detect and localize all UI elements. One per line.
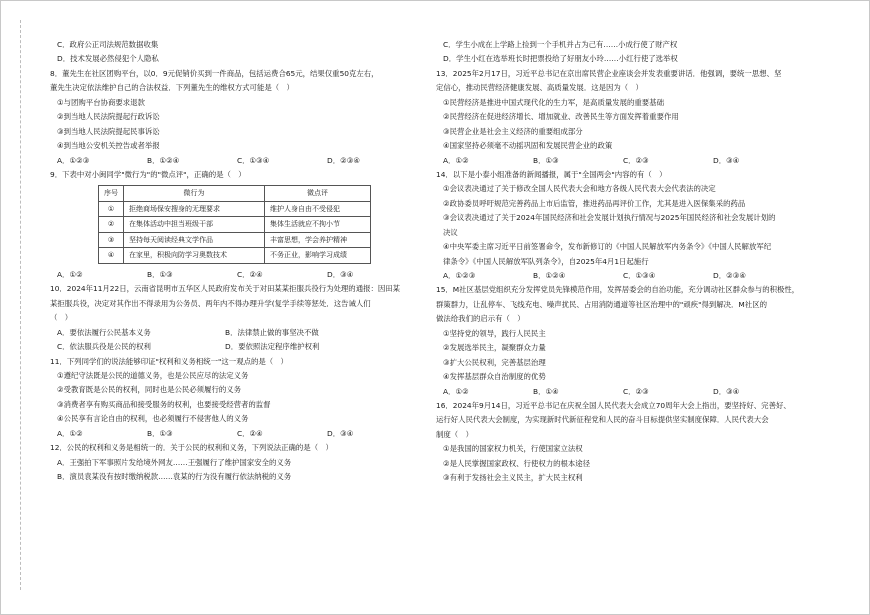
question-8 [50,67,428,168]
option-a: A．①② [57,428,83,438]
option-a: A．①② [443,155,469,165]
option-d: D．②③④ [713,271,746,280]
column-header: 序号 [99,186,124,202]
question-stem: 8．董先生在社区团购平台，以0．9元促销价买到一件商品，包括运费合65元，结果仅重50克左右， [50,68,379,78]
question-10 [50,282,428,354]
table-cell: 不务正业，影响学习成绩 [265,248,371,264]
option-d: D．②③④ [327,155,360,165]
question-stem: 制度（ ） [436,429,473,439]
option-b: B．①②④ [147,155,180,165]
answer-options [50,340,428,354]
behavior-table [98,185,371,264]
option-c: C．②③ [623,386,649,396]
statement-item: ①会议表决通过了关于修改全国人民代表大会和地方各级人民代表大会代表法的决定 [443,184,716,194]
statement-item: 律条令》《中国人民解放军队列条令》，自2025年4月1日起施行 [443,256,649,266]
statement-item: ②政协委员呼吁规范完善药品上市后监管，推进药品再评价工作，尤其是进入医保集采的药品 [443,198,746,208]
statement-item: ①民营经济是推进中国式现代化的生力军，是高质量发展的重要基础 [443,97,664,107]
question-16 [436,399,818,486]
option-b: B．①④ [533,386,559,396]
question-9 [50,168,428,282]
table-row [99,232,371,248]
question-13 [436,67,818,168]
table-cell: 坚持每天阅读经典文学作品 [124,232,265,248]
option-a: A．①② [443,386,469,396]
statement-item: ④到当地公安机关控告或者举报 [57,141,160,151]
statement-item: 决议 [443,227,458,237]
right-column [436,38,818,486]
table-cell: 集体生活就应不拘小节 [265,217,371,233]
column-header: 微行为 [124,186,265,202]
table-cell: ① [99,201,124,217]
answer-options [50,268,428,282]
table-cell: ④ [99,248,124,264]
binding-margin-line [20,20,22,590]
statement-item: ①是我国的国家权力机关，行使国家立法权 [443,444,583,454]
question-stem: 13．2025年2月17日，习近平总书记在京出席民营企业座谈会并发表重要讲话．他强调，要统一思想、坚 [436,68,782,78]
answer-options [50,427,428,441]
option-a: A．要依法履行公民基本义务 [57,327,151,337]
table-row [99,248,371,264]
option-d: D．③④ [713,155,740,165]
table-cell: 在集体活动中担当班级干部 [124,217,265,233]
option-line: B．演员袁某没有按时缴纳税款……袁某的行为没有履行依法纳税的义务 [57,472,292,481]
option-b: B．法律禁止做的事坚决不做 [225,327,319,337]
option-c: C．②③ [623,155,649,165]
statement-item: ②发展选举民主，凝聚群众力量 [443,343,546,353]
question-stem: 做法给我们的启示有（ ） [436,314,525,324]
option-b: B．①③ [533,155,559,165]
question-12 [50,441,428,484]
answer-options [436,385,818,399]
option-b: B．①③ [147,269,173,279]
option-c: C．②④ [237,269,263,279]
question-stem: 10．2024年11月22日，云南省昆明市五华区人民政府发布关于对田某某拒服兵役行为处理的通报：因田某 [50,284,401,294]
left-column [50,38,428,484]
question-stem: 定信心，推动民营经济健康发展、高质量发展．这是因为（ ） [436,83,643,93]
statement-item: ④发挥基层群众自治制度的优势 [443,372,546,382]
option-b: B．①②④ [533,271,566,280]
option-d: D．要依照法定程序维护权利 [225,342,320,352]
table-cell: ③ [99,232,124,248]
statement-item: ④中央军委主席习近平日前签署命令，发布新修订的《中国人民解放军内务条令》《中国人民解放军纪 [443,242,772,252]
statement-item: ①坚持党的领导，践行人民民主 [443,328,546,338]
statement-item: ①遵纪守法既是公民的道德义务，也是公民应尽的法定义务 [57,370,249,380]
option-c: C．①③④ [237,155,270,165]
option-c: C．依法服兵役是公民的权利 [57,342,151,352]
question-stem: 9．下表中对小闽同学"微行为"的"微点评"，正确的是（ ） [50,169,246,179]
statement-item: ④国家坚持必须毫不动摇巩固和发展民营企业的政策 [443,141,613,151]
option-d: D．③④ [713,386,740,396]
statement-item: ②受教育既是公民的权利，同时也是公民必须履行的义务 [57,385,242,395]
answer-options [50,154,428,168]
question-stem: 董先生决定依法维护自己的合法权益．下列董先生的维权方式可能是（ ） [50,83,294,93]
table-cell: 在家里，积极向防学习奥数技术 [124,248,265,264]
statement-item: ③会议表决通过了关于2024年国民经济和社会发展计划执行情况与2025年国民经济和社会发展计划的 [443,213,776,223]
answer-options [436,154,818,168]
statement-item: ①与团购平台协商要求退款 [57,97,145,107]
table-cell: 丰富思想，学会养护精神 [265,232,371,248]
question-14 [436,168,818,284]
statement-item: ③扩大公民权利，完善基层治理 [443,357,546,367]
table-cell: 拒绝商场保安搜身的无理要求 [124,201,265,217]
option-d: D．③④ [327,269,354,279]
question-stem: 15．M社区基层党组织充分发挥党员先锋模范作用，发挥居委会的自治功能，充分调动社区群众参与的积极性， [436,285,800,295]
statement-item: ④公民享有言论自由的权利，也必须履行不侵害他人的义务 [57,414,249,424]
question-stem: （ ） [50,313,73,323]
table-cell: 维护人身自由不受侵犯 [265,201,371,217]
option-line: D．学生小红在选举班长时把票投给了好朋友小玲……小红行使了选举权 [443,54,678,64]
question-stem: 某拒服兵役，决定对其作出不得录用为公务员、两年内不得办理升学(复学手续等惩处．这告诫人们 [50,298,371,308]
statement-item: ②是人民掌握国家政权、行使权力的根本途径 [443,458,591,468]
statement-item: ③民营企业是社会主义经济的重要组成部分 [443,126,583,136]
table-row [99,217,371,233]
option-c: C．②④ [237,428,263,438]
option-d: D．③④ [327,428,354,438]
statement-item: ③消费者享有购买商品和接受服务的权利，也要接受经营者的监督 [57,399,271,409]
option-line: C．政府公正司法规范数据收集 [57,40,159,49]
option-line: D．技术发展必然侵犯个人隐私 [57,54,159,64]
table-cell: ② [99,217,124,233]
question-stem: 14．以下是小泰小组准备的新闻播报，属于"全国两会"内容的有（ ） [436,169,667,179]
table-row [99,201,371,217]
column-header: 微点评 [265,186,371,202]
option-line: A．王强拍下军事照片发给境外网友……王强履行了维护国家安全的义务 [57,457,292,467]
option-a: A．①②③ [443,271,476,280]
question-stem: 16．2024年9月14日，习近平总书记在庆祝全国人民代表大会成立70周年大会上指出，要坚持好、完善好、 [436,400,791,410]
option-b: B．①③ [147,428,173,438]
statement-item: ③有利于发扬社会主义民主，扩大民主权利 [443,473,583,483]
question-stem: 11．下列同学们的说法能够印证"权利和义务相统一"这一观点的是（ ） [50,356,288,366]
answer-options [50,326,428,340]
answer-options [436,269,818,283]
option-line: C．学生小成在上学路上捡到一个手机并占为己有……小成行使了财产权 [443,40,678,49]
statement-item: ②到当地人民法院提起行政诉讼 [57,112,160,122]
option-a: A．①②③ [57,155,90,165]
question-15 [436,283,818,399]
question-stem: 运行好人民代表大会制度，为实现新时代新征程党和人民的奋斗目标提供坚实制度保障．人民代表大会 [436,415,769,425]
statement-item: ②民营经济在促进经济增长、增加就业、改善民生等方面发挥着重要作用 [443,112,679,122]
option-a: A．①② [57,269,83,279]
question-stem: 群策群力，让乱停车、飞线充电、噪声扰民、占用消防通道等社区治理中的"顽疾"得到解决．M社区的 [436,299,767,309]
question-stem: 12．公民的权利和义务是相统一的．关于公民的权利和义务，下列说法正确的是（ ） [50,443,333,453]
statement-item: ③到当地人民法院提起民事诉讼 [57,126,160,136]
question-11 [50,355,428,442]
table-header-row [99,186,371,202]
option-c: C．①③④ [623,271,656,280]
